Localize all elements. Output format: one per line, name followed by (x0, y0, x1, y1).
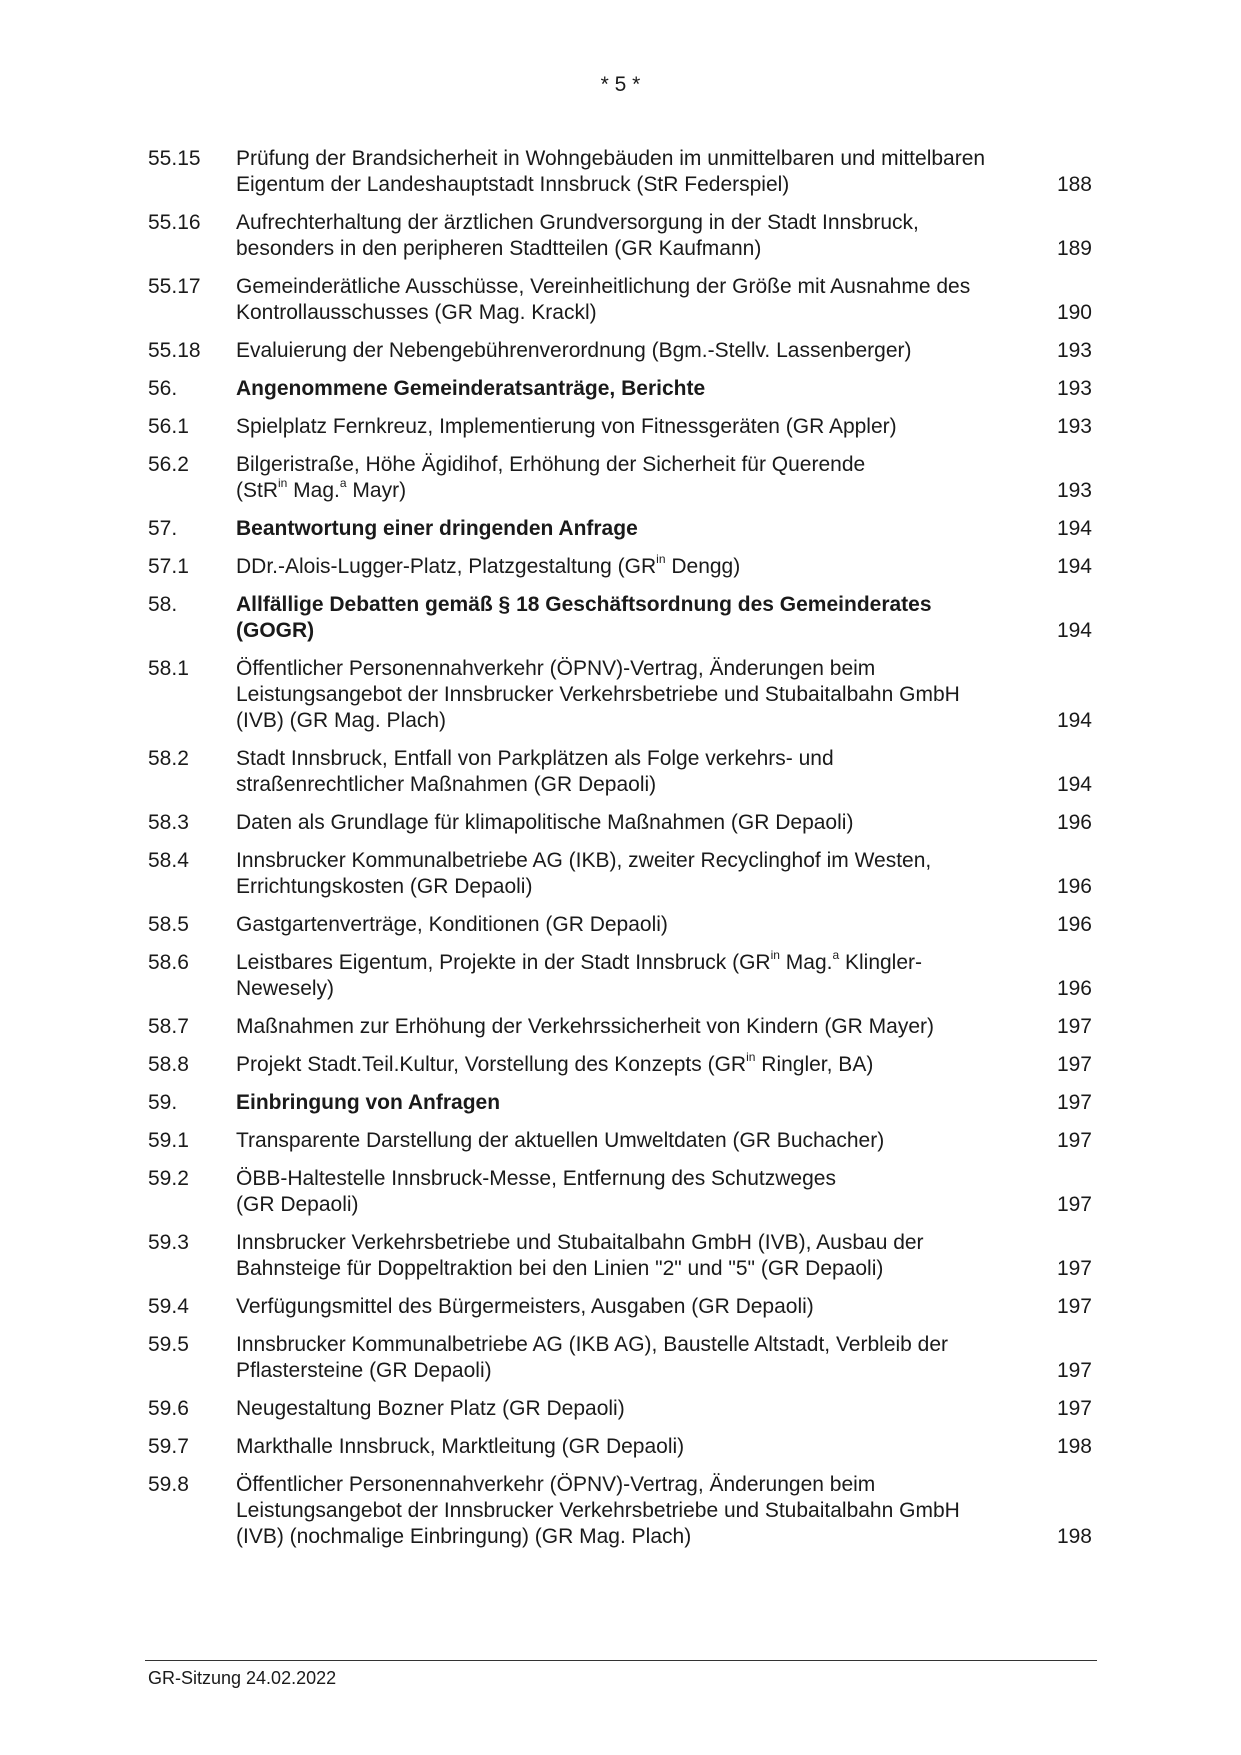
toc-entry-page: 196 (1056, 875, 1092, 898)
toc-entry-number: 56.1 (148, 415, 189, 438)
toc-section-page: 197 (1056, 1091, 1092, 1114)
toc-entry-title (236, 554, 1006, 580)
toc-entry-page: 197 (1056, 1015, 1092, 1038)
toc-section-title: Allfällige Debatten gemäß § 18 Geschäftsordnung des Gemeinderates (GOGR) (236, 593, 932, 642)
footer-text: GR-Sitzung 24.02.2022 (148, 1668, 337, 1688)
toc-entry-number: 55.16 (148, 211, 201, 234)
toc-entry-number: 57.1 (148, 555, 189, 578)
toc-entry (148, 338, 1096, 364)
toc-entry-number: 55.15 (148, 147, 201, 170)
title-part: DDr.-Alois-Lugger-Platz, Platzgestaltung (GR (236, 555, 657, 578)
toc-section (148, 376, 1096, 402)
toc-section (148, 1090, 1096, 1116)
toc-entry-title (236, 950, 1006, 1002)
toc-entry-number: 58.5 (148, 913, 189, 936)
toc-entry-page: 198 (1056, 1435, 1092, 1458)
toc-entry-page: 196 (1056, 811, 1092, 834)
title-part: Mayr) (346, 479, 407, 502)
toc-entry-title: Innsbrucker Verkehrsbetriebe und Stubaitalbahn GmbH (IVB), Ausbau der Bahnsteige für Doppeltraktion bei den Linien "2" und "5" (GR Depaoli) (236, 1231, 924, 1280)
toc-entry-title: Stadt Innsbruck, Entfall von Parkplätzen als Folge verkehrs- und straßenrechtlicher Maßnahmen (GR Depaoli) (236, 747, 834, 796)
toc-entry-title: Evaluierung der Nebengebührenverordnung (Bgm.-Stellv. Lassenberger) (236, 339, 912, 362)
title-part: (StR (236, 479, 278, 502)
toc-entry (148, 656, 1096, 734)
toc-entry (148, 1166, 1096, 1218)
toc-entry (148, 1230, 1096, 1282)
toc-entry-title: Prüfung der Brandsicherheit in Wohngebäuden im unmittelbaren und mittelbaren Eigentum der Landeshauptstadt Innsbruck (StR Federspiel) (236, 147, 986, 196)
toc-entry-title: Innsbrucker Kommunalbetriebe AG (IKB), zweiter Recyclinghof im Westen, Errichtungskosten (GR Depaoli) (236, 849, 932, 898)
title-superscript: in (770, 948, 780, 962)
toc-entry-number: 58.7 (148, 1015, 189, 1038)
toc-entry-title: Daten als Grundlage für klimapolitische Maßnahmen (GR Depaoli) (236, 811, 854, 834)
toc-entry (148, 912, 1096, 938)
toc-entry-page: 197 (1056, 1359, 1092, 1382)
toc-entry (148, 1014, 1096, 1040)
toc-entry-page: 193 (1056, 479, 1092, 502)
title-superscript: in (278, 476, 288, 490)
toc-section-page: 194 (1056, 619, 1092, 642)
toc-entry (148, 1396, 1096, 1422)
toc-entry-title: Transparente Darstellung der aktuellen Umweltdaten (GR Buchacher) (236, 1129, 885, 1152)
toc-entry (148, 1472, 1096, 1550)
toc-entry-number: 59.7 (148, 1435, 189, 1458)
toc-entry-number: 59.3 (148, 1231, 189, 1254)
title-part: Dengg) (665, 555, 741, 578)
toc-entry-number: 58.4 (148, 849, 189, 872)
toc-entry-title: Gemeinderätliche Ausschüsse, Vereinheitlichung der Größe mit Ausnahme des Kontrollausschusses (GR Mag. Krackl) (236, 275, 971, 324)
toc-entry (148, 810, 1096, 836)
title-line-1: ÖBB-Haltestelle Innsbruck-Messe, Entfernung des Schutzweges (236, 1167, 836, 1190)
toc-entry (148, 1128, 1096, 1154)
toc-entry-number: 59.6 (148, 1397, 189, 1420)
toc-entry-page: 189 (1056, 237, 1092, 260)
toc-entry (148, 746, 1096, 798)
toc-section-number: 57. (148, 517, 178, 540)
toc-entry-title: Aufrechterhaltung der ärztlichen Grundversorgung in der Stadt Innsbruck, besonders in den peripheren Stadtteilen (GR Kaufmann) (236, 211, 919, 260)
title-line-2: (GR Depaoli) (236, 1193, 359, 1216)
toc-entry (148, 848, 1096, 900)
title-line-1: Bilgeristraße, Höhe Ägidihof, Erhöhung der Sicherheit für Querende (236, 453, 866, 476)
title-superscript: in (656, 552, 666, 566)
toc-entry-title: Gastgartenverträge, Konditionen (GR Depaoli) (236, 913, 668, 936)
toc-entry-number: 56.2 (148, 453, 189, 476)
footer-divider (145, 1660, 1097, 1661)
toc-entry-number: 59.4 (148, 1295, 189, 1318)
toc-entry-title (236, 1166, 1006, 1218)
toc-entry (148, 1332, 1096, 1384)
toc-entry-number: 58.3 (148, 811, 189, 834)
toc-entry-page: 197 (1056, 1053, 1092, 1076)
toc-entry-page: 196 (1056, 977, 1092, 1000)
toc-entry (148, 274, 1096, 326)
toc-section-title: Beantwortung einer dringenden Anfrage (236, 517, 638, 540)
title-part: Mag. (779, 951, 833, 974)
toc-entry-title: Markthalle Innsbruck, Marktleitung (GR Depaoli) (236, 1435, 685, 1458)
toc-entry-title: Maßnahmen zur Erhöhung der Verkehrssicherheit von Kindern (GR Mayer) (236, 1015, 934, 1038)
toc-section-title: Einbringung von Anfragen (236, 1091, 501, 1114)
toc-section-number: 59. (148, 1091, 178, 1114)
toc-entry-page: 197 (1056, 1129, 1092, 1152)
toc-entry (148, 1052, 1096, 1078)
toc-entry-title: Öffentlicher Personennahverkehr (ÖPNV)-Vertrag, Änderungen beim Leistungsangebot der Innsbrucker Verkehrsbetriebe und Stubaitalbahn GmbH (IVB) (nochmalige Einbringung) (GR Mag. Plach) (236, 1473, 960, 1548)
toc-entry-title: Innsbrucker Kommunalbetriebe AG (IKB AG), Baustelle Altstadt, Verbleib der Pflastersteine (GR Depaoli) (236, 1333, 949, 1382)
toc-entry-page: 193 (1056, 339, 1092, 362)
toc-entry-title: Neugestaltung Bozner Platz (GR Depaoli) (236, 1397, 625, 1420)
toc-entry-title (236, 1052, 1006, 1078)
toc-entry-title: Öffentlicher Personennahverkehr (ÖPNV)-Vertrag, Änderungen beim Leistungsangebot der Innsbrucker Verkehrsbetriebe und Stubaitalbahn GmbH (IVB) (GR Mag. Plach) (236, 657, 960, 732)
toc-entry (148, 950, 1096, 1002)
toc-entry-number: 59.8 (148, 1473, 189, 1496)
toc-entry-number: 58.8 (148, 1053, 189, 1076)
toc-entry-number: 58.2 (148, 747, 189, 770)
table-of-contents (148, 146, 1096, 1562)
toc-entry-number: 59.5 (148, 1333, 189, 1356)
toc-section-number: 58. (148, 593, 178, 616)
toc-section-title: Angenommene Gemeinderatsanträge, Berichte (236, 377, 706, 400)
toc-section (148, 592, 1096, 644)
toc-section (148, 516, 1096, 542)
toc-entry-number: 55.18 (148, 339, 201, 362)
title-part: Klingler-Newesely) (236, 951, 923, 1000)
toc-entry (148, 146, 1096, 198)
toc-entry-page: 190 (1056, 301, 1092, 324)
toc-entry-page: 197 (1056, 1295, 1092, 1318)
title-part: Projekt Stadt.Teil.Kultur, Vorstellung des Konzepts (GR (236, 1053, 747, 1076)
toc-entry-title (236, 452, 1006, 504)
toc-entry-title: Verfügungsmittel des Bürgermeisters, Ausgaben (GR Depaoli) (236, 1295, 814, 1318)
toc-entry-page: 188 (1056, 173, 1092, 196)
toc-section-number: 56. (148, 377, 178, 400)
toc-entry-page: 197 (1056, 1397, 1092, 1420)
toc-entry (148, 1294, 1096, 1320)
toc-entry-page: 197 (1056, 1257, 1092, 1280)
toc-entry (148, 554, 1096, 580)
title-part: Ringler, BA) (755, 1053, 874, 1076)
page-number: * 5 * (600, 73, 641, 96)
toc-entry (148, 1434, 1096, 1460)
toc-entry-number: 58.6 (148, 951, 189, 974)
toc-entry (148, 210, 1096, 262)
toc-entry-page: 194 (1056, 555, 1092, 578)
toc-entry-number: 59.1 (148, 1129, 189, 1152)
toc-entry-number: 59.2 (148, 1167, 189, 1190)
toc-section-page: 194 (1056, 517, 1092, 540)
title-superscript: a (339, 476, 347, 490)
title-superscript: a (832, 948, 840, 962)
toc-entry-number: 55.17 (148, 275, 201, 298)
toc-entry-page: 198 (1056, 1525, 1092, 1548)
toc-entry-title: Spielplatz Fernkreuz, Implementierung von Fitnessgeräten (GR Appler) (236, 415, 897, 438)
title-superscript: in (746, 1050, 756, 1064)
title-part: Leistbares Eigentum, Projekte in der Stadt Innsbruck (GR (236, 951, 771, 974)
toc-entry (148, 414, 1096, 440)
toc-entry-number: 58.1 (148, 657, 189, 680)
toc-section-page: 193 (1056, 377, 1092, 400)
toc-entry-page: 196 (1056, 913, 1092, 936)
toc-entry-page: 197 (1056, 1193, 1092, 1216)
title-part: Mag. (287, 479, 340, 502)
toc-entry (148, 452, 1096, 504)
toc-entry-page: 193 (1056, 415, 1092, 438)
toc-entry-page: 194 (1056, 709, 1092, 732)
toc-entry-page: 194 (1056, 773, 1092, 796)
